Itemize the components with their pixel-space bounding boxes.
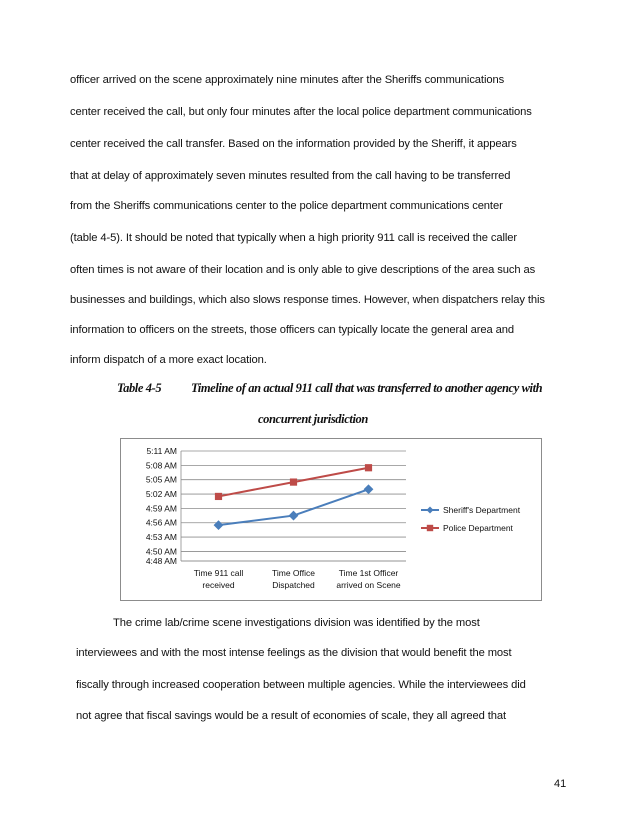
y-tick-label: 4:48 AM	[145, 556, 177, 566]
text-line: fiscally through increased cooperation between multiple agencies. While the interviewees did	[76, 679, 526, 691]
table-caption-label: Table 4-5	[117, 381, 162, 395]
legend-marker	[427, 507, 434, 514]
y-tick-label: 4:59 AM	[145, 503, 177, 514]
text-line: often times is not aware of their location and is only able to give descriptions of the area such as	[70, 264, 536, 276]
legend-label: Police Department	[443, 523, 513, 533]
table-caption-line-2: concurrent jurisdiction	[258, 412, 368, 426]
timeline-chart	[120, 438, 542, 601]
data-point-marker	[289, 511, 297, 519]
x-tick-label: Dispatched	[272, 580, 315, 590]
text-line: center received the call transfer. Based on the information provided by the Sheriff, it appears	[70, 138, 517, 150]
x-tick-label: Time 911 call	[193, 568, 244, 578]
text-line: (table 4-5). It should be noted that typically when a high priority 911 call is received the caller	[70, 232, 517, 244]
text-line: The crime lab/crime scene investigations division was identified by the most	[113, 617, 480, 629]
y-tick-label: 5:11 AM	[146, 446, 177, 456]
data-point-marker	[214, 521, 222, 529]
y-tick-label: 5:05 AM	[145, 474, 177, 485]
text-line: from the Sheriffs communications center to the police department communications center	[70, 200, 503, 212]
text-line: center received the call, but only four minutes after the local police department communications	[70, 106, 532, 118]
data-point-marker	[215, 493, 222, 500]
legend-label: Sheriff's Department	[443, 505, 521, 515]
data-point-marker	[364, 485, 372, 493]
chart-canvas	[121, 439, 543, 602]
page-number: 41	[554, 778, 567, 790]
text-line: officer arrived on the scene approximately nine minutes after the Sheriffs communications	[70, 74, 505, 86]
text-line: not agree that fiscal savings would be a result of economies of scale, they all agreed that	[76, 710, 506, 722]
text-line: inform dispatch of a more exact location.	[70, 354, 267, 366]
y-tick-label: 5:08 AM	[145, 460, 177, 471]
y-tick-label: 4:50 AM	[145, 546, 177, 557]
data-point-marker	[365, 464, 372, 471]
text-line: businesses and buildings, which also slows response times. However, when dispatchers relay this	[70, 294, 545, 306]
x-tick-label: arrived on Scene	[336, 580, 401, 590]
x-tick-label: received	[202, 580, 235, 590]
text-line: interviewees and with the most intense feelings as the division that would benefit the most	[76, 647, 512, 659]
text-line: information to officers on the streets, those officers can typically locate the general area and	[70, 324, 514, 336]
data-point-marker	[290, 478, 297, 485]
table-caption-line-1: Timeline of an actual 911 call that was transferred to another agency with	[191, 381, 543, 395]
y-tick-label: 4:53 AM	[145, 532, 177, 543]
y-tick-label: 4:56 AM	[145, 517, 177, 528]
legend-marker	[427, 525, 433, 531]
x-tick-label: Time 1st Officer	[338, 568, 399, 578]
text-line: that at delay of approximately seven minutes resulted from the call having to be transferred	[70, 170, 511, 182]
x-tick-label: Time Office	[272, 568, 315, 578]
y-tick-label: 5:02 AM	[145, 489, 177, 500]
